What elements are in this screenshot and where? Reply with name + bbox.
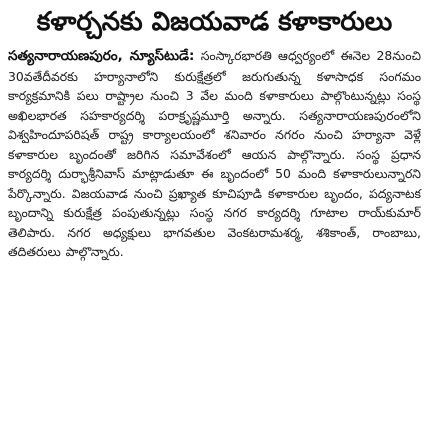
dateline: సత్యనారాయణపురం, న్యూస్‌టుడే: [8, 48, 195, 64]
article-body [8, 46, 421, 262]
headline: కళార్చనకు విజయవాడ కళాకారులు [36, 7, 393, 37]
article-body-text: సంస్కారభారతి ఆధ్వర్యంలో ఈనెల 28నుంచి 30వతేదీవరకు హర్యానాలోని కురుక్షేత్రలో జరుగుతున్న కళాసాధక సంగమం కార్యక్రమానికి పలు రాష్ట్రాల నుంచి 3 వేల మంది కళాకారులు పాల్గొంటున్నట్లు సంస్థ అఖిలభారత సహకార్యదర్శి పరాక్రృష్ణమూర్తి అన్నారు. సత్యనారాయణపురంలోని విశ్వహిందూపరిషత్ రాష్ట్ర కార్యాలయంలో శనివారం నగరం నుంచి హర్యానా వెళ్లే కళాకారుల బృందంతో జరిగిన సమావేశంలో ఆయన పాల్గొన్నారు. సంస్థ ప్రధాన కార్యదర్శి దుర్భాశ్రీనివాస్ మాట్లాడుతూ ఈ బృందంలో 50 మంది కళాకారులున్నారని పేర్కొన్నారు. విజయవాడ నుంచి ప్రఖ్యాత కూచిపూడి కళాకారుల బృందం, పద్యనాటక బృందాన్ని కురుక్షేత్ర పంపుతున్నట్లు సంస్థ నగర కార్యదర్శి గూటాల రాయ్‌కుమార్ తెలిపారు. నగర అధ్యక్షులు భాగవతుల వెంకటరామశర్మ, శశికాంత్, రాంబాబు, తదితరులు పాల్గొన్నారు. [8, 48, 421, 260]
